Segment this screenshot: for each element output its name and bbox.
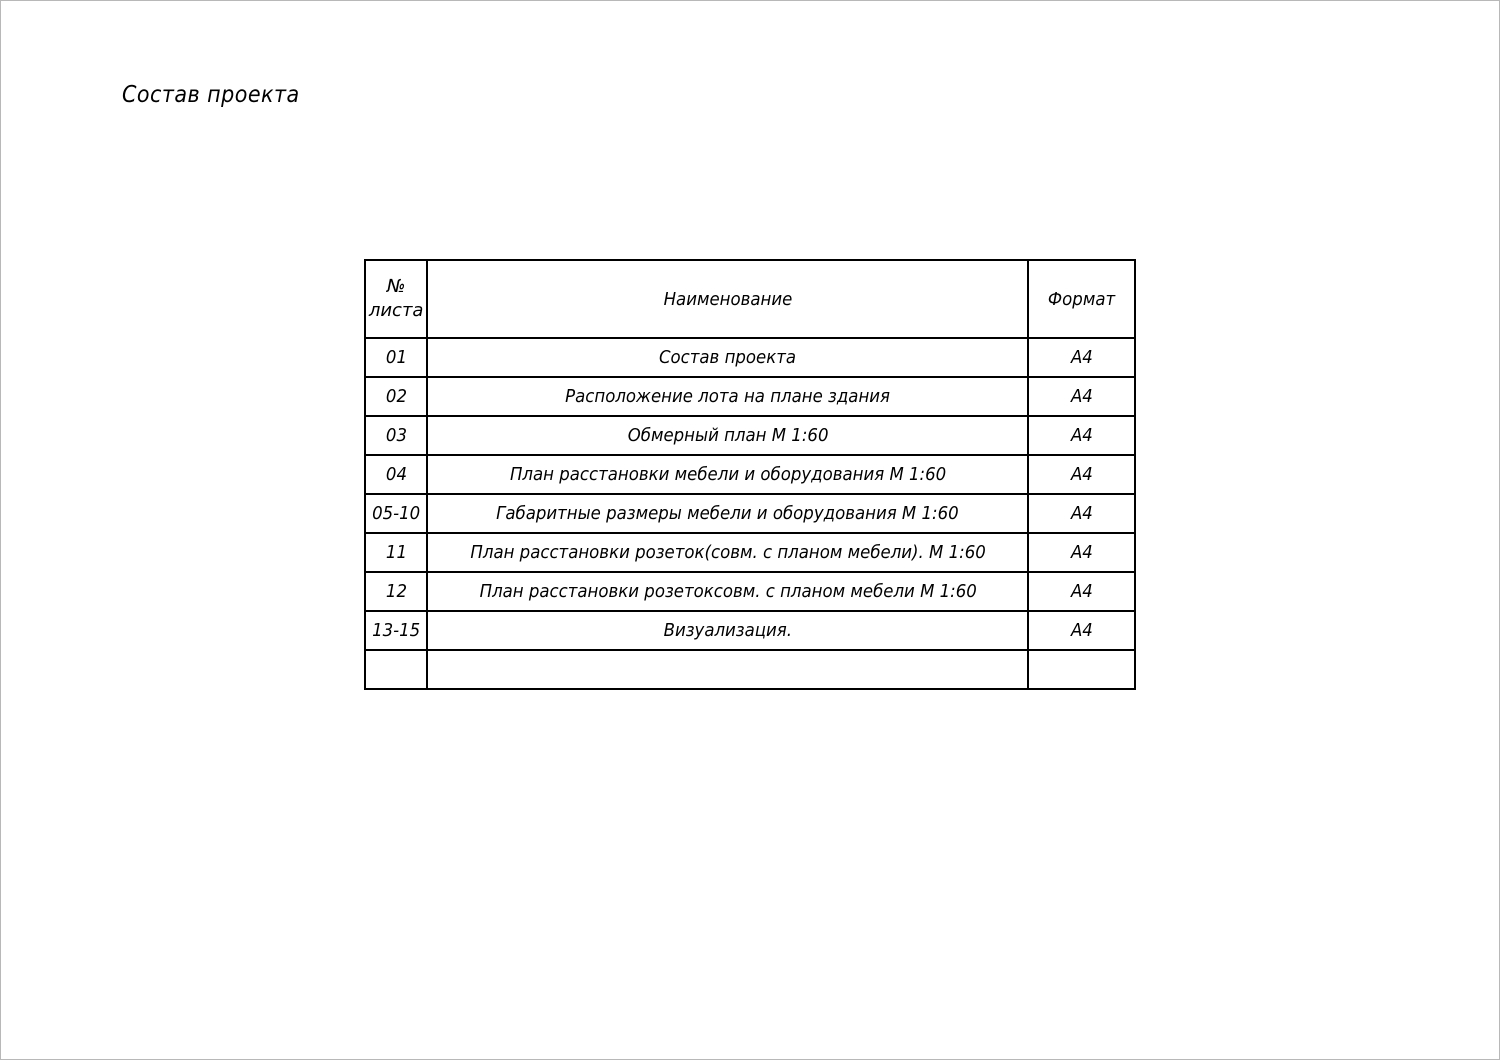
table-row [365, 611, 1135, 650]
sheet-number-cell-text: 13-15 [372, 620, 421, 641]
sheet-name-cell [427, 377, 1028, 416]
sheet-number-cell [365, 533, 427, 572]
sheet-format-cell [1028, 533, 1135, 572]
sheet-format-cell [1028, 650, 1135, 689]
sheet-format-cell-text: А4 [1070, 503, 1093, 524]
sheet-number-cell-text: 11 [385, 542, 407, 563]
sheet-name-cell [427, 650, 1028, 689]
header-sheet-number-label: листа [368, 300, 424, 321]
sheet-format-cell-text: А4 [1070, 464, 1093, 485]
sheet-format-cell [1028, 416, 1135, 455]
table-row [365, 494, 1135, 533]
sheet-name-cell [427, 611, 1028, 650]
sheet-name-cell-text: Обмерный план М 1:60 [627, 425, 829, 446]
sheet-name-cell [427, 533, 1028, 572]
header-format-label: Формат [1048, 288, 1116, 310]
sheet-format-cell-text: А4 [1070, 425, 1093, 446]
sheet-format-cell-text: А4 [1070, 581, 1093, 602]
table-row [365, 572, 1135, 611]
header-sheet-number-symbol: № [386, 276, 406, 297]
sheet-number-cell [365, 455, 427, 494]
sheet-name-cell-text: Расположение лота на плане здания [565, 386, 891, 407]
sheet-number-cell [365, 572, 427, 611]
table-row [365, 416, 1135, 455]
header-name [427, 260, 1028, 338]
sheet-format-cell [1028, 338, 1135, 377]
sheet-format-cell [1028, 377, 1135, 416]
table-row [365, 533, 1135, 572]
sheet-number-cell [365, 650, 427, 689]
sheet-name-cell-text: Визуализация. [663, 620, 793, 641]
sheet-number-cell-text: 01 [385, 347, 407, 368]
sheet-number-cell-text: 02 [385, 386, 407, 407]
sheet-number-cell-text: 03 [385, 425, 407, 446]
sheet-format-cell [1028, 572, 1135, 611]
sheet-name-cell [427, 338, 1028, 377]
table-row [365, 338, 1135, 377]
sheet-number-cell-text: 04 [385, 464, 407, 485]
table-row [365, 377, 1135, 416]
sheet-number-cell [365, 611, 427, 650]
header-format [1028, 260, 1135, 338]
sheet-name-cell-text: Габаритные размеры мебели и оборудования М 1:60 [496, 503, 960, 524]
sheet-number-cell-text: 05-10 [372, 503, 421, 524]
table-header-row [365, 260, 1135, 338]
header-name-label: Наименование [663, 288, 793, 310]
sheet-number-cell [365, 416, 427, 455]
sheet-number-cell [365, 377, 427, 416]
sheet-name-cell [427, 416, 1028, 455]
sheet-name-cell [427, 494, 1028, 533]
sheet-format-cell-text: А4 [1070, 347, 1093, 368]
sheet-number-cell-text: 12 [385, 581, 407, 602]
sheet-name-cell-text: Состав проекта [659, 347, 797, 368]
sheet-format-cell-text: А4 [1070, 542, 1093, 563]
sheet-name-cell-text: План расстановки розеток(совм. с планом мебели). М 1:60 [470, 542, 986, 563]
sheet-name-cell-text: План расстановки розетоксовм. с планом мебели М 1:60 [479, 581, 977, 602]
sheet-list-table [364, 259, 1136, 690]
sheet-format-cell [1028, 611, 1135, 650]
sheet-name-cell-text: План расстановки мебели и оборудования М 1:60 [509, 464, 946, 485]
page-title: Состав проекта [122, 82, 300, 108]
table-row [365, 455, 1135, 494]
sheet-format-cell-text: А4 [1070, 620, 1093, 641]
sheet-number-cell [365, 338, 427, 377]
sheet-format-cell [1028, 455, 1135, 494]
sheet-format-cell-text: А4 [1070, 386, 1093, 407]
sheet-format-cell [1028, 494, 1135, 533]
header-sheet-number [365, 260, 427, 338]
table-row [365, 650, 1135, 689]
sheet-name-cell [427, 455, 1028, 494]
sheet-number-cell [365, 494, 427, 533]
sheet-name-cell [427, 572, 1028, 611]
